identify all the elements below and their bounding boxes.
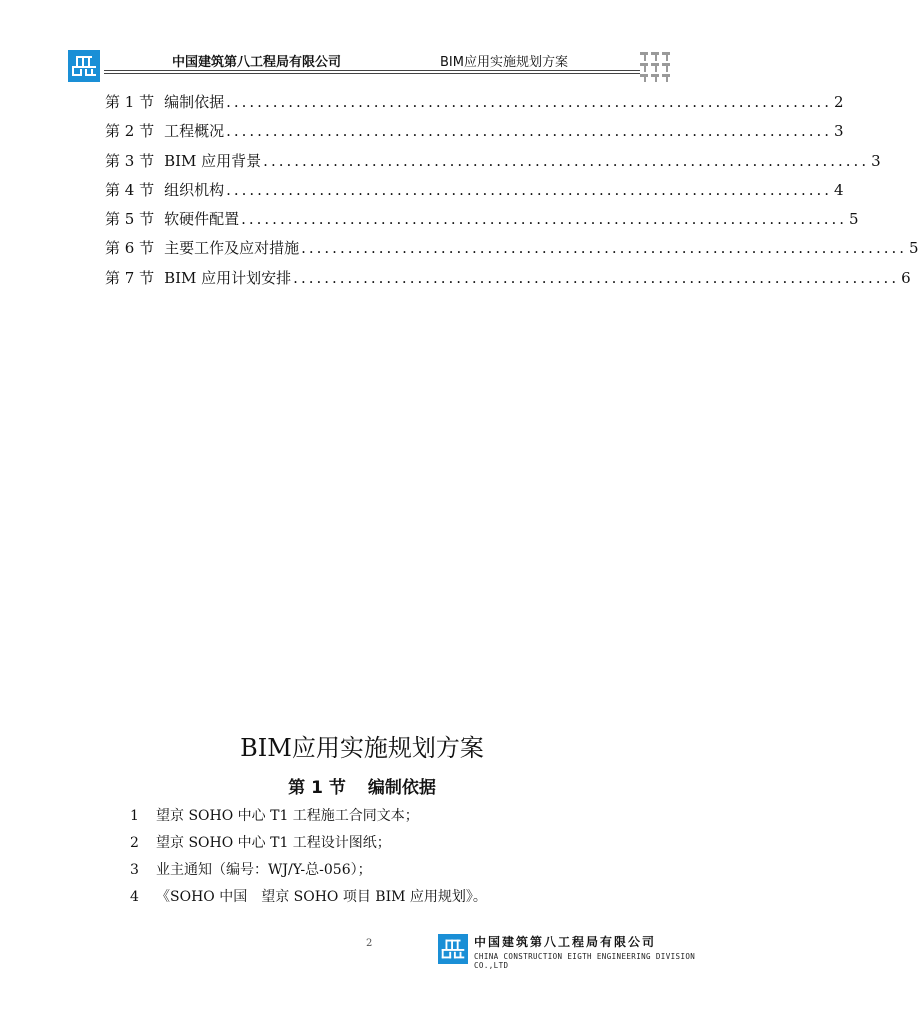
toc-page-number: 3: [871, 151, 881, 170]
section-heading: [0, 773, 724, 798]
header-divider: [104, 73, 640, 74]
header-company-name: 中国建筑第八工程局有限公司: [172, 55, 342, 70]
toc-page-number: 6: [901, 268, 911, 287]
list-item-text: 《SOHO 中国 望京 SOHO 项目 BIM 应用规划》。: [156, 889, 487, 905]
toc-leader-dots: ..............................................................................: [301, 239, 908, 258]
footer-company-name-cn: 中国建筑第八工程局有限公司: [474, 935, 657, 949]
toc-page-number: 4: [834, 180, 844, 199]
list-item-text: 望京 SOHO 中心 T1 工程施工合同文本；: [156, 808, 419, 824]
toc-entry[interactable]: [105, 176, 844, 205]
list-item-number: 3: [130, 862, 139, 878]
list-item-number: 1: [130, 808, 139, 824]
header-divider: [104, 70, 640, 71]
header-decoration-icon: [640, 52, 672, 82]
list-item: [130, 830, 610, 857]
toc-section-number: 第 2 节: [105, 122, 155, 141]
toc-leader-dots: ..............................................................................: [263, 151, 870, 170]
toc-section-number: 第 7 节: [105, 268, 155, 287]
list-item-text: 望京 SOHO 中心 T1 工程设计图纸；: [156, 835, 391, 851]
list-item-number: 2: [130, 835, 139, 851]
list-item-text: 业主通知（编号：WJ/Y-总-056）；: [156, 862, 372, 878]
toc-section-title: 编制依据: [164, 93, 225, 111]
table-of-contents: [105, 88, 919, 293]
toc-section-number: 第 1 节: [105, 93, 155, 111]
reference-list: [130, 803, 610, 911]
toc-page-number: 2: [834, 93, 844, 111]
cscec-logo-icon: [68, 50, 100, 82]
toc-page-number: 3: [834, 122, 844, 141]
toc-entry[interactable]: [105, 147, 881, 176]
toc-section-title: BIM 应用计划安排: [164, 268, 292, 287]
toc-section-number: 第 3 节: [105, 151, 155, 170]
toc-section-number: 第 5 节: [105, 210, 155, 229]
section-number: 第 1 节: [288, 778, 346, 798]
list-item: [130, 857, 610, 884]
toc-entry[interactable]: [105, 88, 844, 117]
toc-leader-dots: ..............................................................................: [226, 122, 833, 141]
list-item: [130, 884, 610, 911]
toc-leader-dots: ..............................................................................: [226, 180, 833, 199]
toc-entry[interactable]: [105, 205, 859, 234]
toc-section-title: 主要工作及应对措施: [164, 239, 300, 258]
toc-section-title: 组织机构: [164, 180, 225, 199]
toc-entry[interactable]: [105, 234, 919, 263]
toc-section-title: 工程概况: [164, 122, 225, 141]
footer-company-name-en: CHINA CONSTRUCTION EIGTH ENGINEERING DIVISION CO.,LTD: [474, 952, 696, 970]
toc-entry[interactable]: [105, 264, 911, 293]
toc-section-number: 第 4 节: [105, 180, 155, 199]
section-title: 编制依据: [367, 778, 436, 798]
toc-page-number: 5: [849, 210, 859, 229]
document-title: BIM应用实施规划方案: [240, 734, 484, 762]
toc-section-number: 第 6 节: [105, 239, 155, 258]
toc-leader-dots: ..............................................................................: [226, 93, 833, 111]
cscec-logo-icon: [438, 934, 468, 964]
toc-section-title: 软硬件配置: [164, 210, 240, 229]
list-item: [130, 803, 610, 830]
page-number: 2: [366, 938, 373, 949]
list-item-number: 4: [130, 889, 139, 905]
header-document-title: BIM应用实施规划方案: [440, 55, 568, 70]
toc-section-title: BIM 应用背景: [164, 151, 262, 170]
toc-leader-dots: ..............................................................................: [293, 268, 900, 287]
toc-entry[interactable]: [105, 117, 844, 146]
toc-page-number: 5: [909, 239, 919, 258]
toc-leader-dots: ..............................................................................: [241, 210, 848, 229]
